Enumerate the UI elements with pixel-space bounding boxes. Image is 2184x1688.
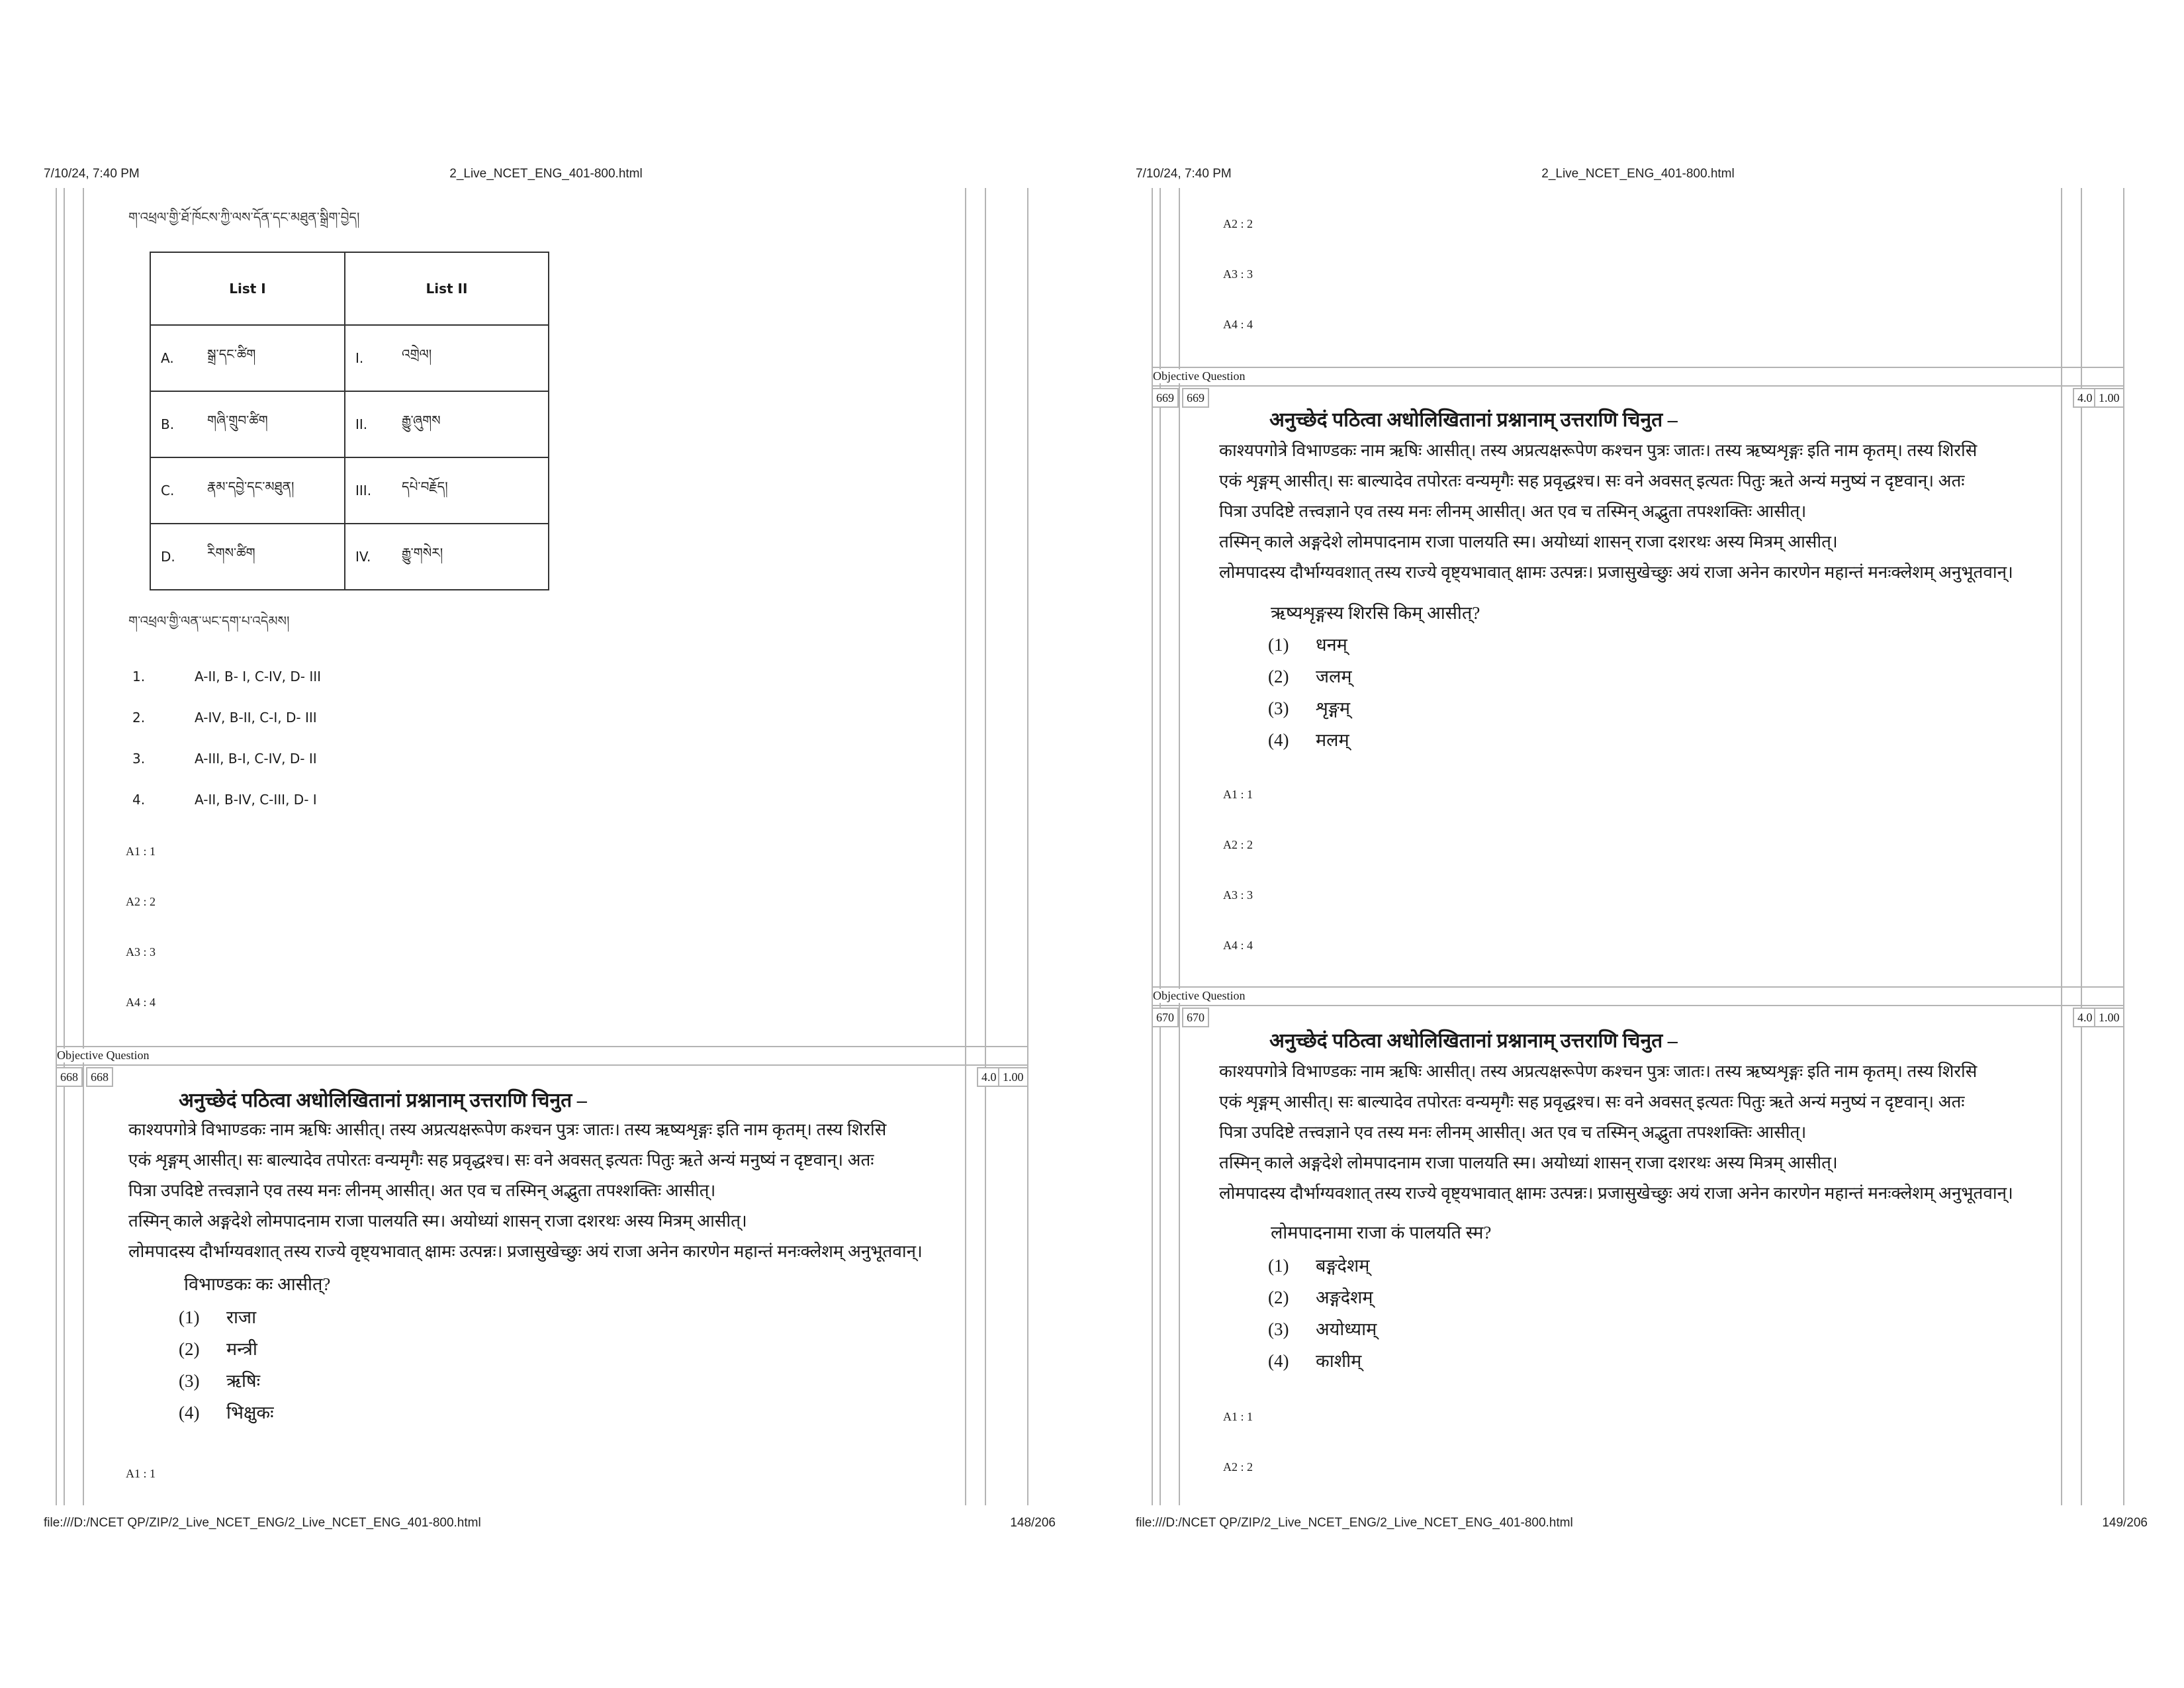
- question-marks: 4.0: [2073, 1008, 2097, 1027]
- option-2: (2) अङ्गदेशम्: [1268, 1288, 1373, 1307]
- row-divider: [1152, 385, 2124, 387]
- option-1: (1) राजा: [179, 1307, 257, 1327]
- table-row: D. རིགས་ཚིག IV. རྒྱུ་གསེར།: [150, 524, 549, 590]
- answer-3: A3 : 3: [1223, 888, 1253, 902]
- question-sl-number: 668: [56, 1067, 83, 1087]
- print-datetime: 7/10/24, 7:40 PM: [1136, 167, 1232, 181]
- question-negative-marks: 1.00: [2094, 1008, 2124, 1027]
- page-number: 148/206: [1010, 1516, 1056, 1530]
- passage-instruction: अनुच्छेदं पठित्वा अधोलिखितानां प्रश्नानाम् उत्तराणि चिनुत –: [1269, 1030, 1678, 1052]
- question-type-label: Objective Question: [1153, 369, 1248, 383]
- question-id: 670: [1182, 1008, 1209, 1027]
- question-marks: 4.0: [2073, 388, 2097, 408]
- option-2: 2. A-IV, B-II, C-I, D- III: [132, 710, 317, 726]
- answer-1: A1 : 1: [1223, 788, 1253, 801]
- option-1: (1) बङ्गदेशम्: [1268, 1256, 1370, 1276]
- option-3: 3. A-III, B-I, C-IV, D- II: [132, 751, 317, 767]
- question-type-label: Objective Question: [57, 1049, 152, 1062]
- list-ii-header: List II: [345, 252, 549, 325]
- question-text: विभाण्डकः कः आसीत्?: [184, 1274, 331, 1294]
- table-border: [64, 188, 65, 1505]
- question-id: 668: [86, 1067, 113, 1087]
- passage: काश्यपगोत्रे विभाण्डकः नाम ऋषिः आसीत्। तस्य अप्रत्यक्षरूपेण कश्चन पुत्रः जातः। तस्य ऋष्यशृङ्गः इति नाम कृतम्। तस्य शिरसि एकं शृङ्गम् आसीत्। सः बाल्यादेव तपोरतः वन्यमृगैः सह प्रवृद्धश्च। सः वने अवसत् इत्यतः पितुः ऋते अन्यं मनुष्यं न दृष्टवान्। अतः पित्रा उपदिष्टे तत्त्वज्ञाने एव तस्य मनः लीनम् आसीत्। अत एव च तस्मिन् अद्भुता तपश्शक्तिः आसीत्। तस्मिन् काले अङ्गदेशे लोमपादनाम राजा पालयति स्म। अयोध्यां शासन् राजा दशरथः अस्य मित्रम् आसीत्। लोमपादस्य दौर्भाग्यवशात् तस्य राज्ये वृष्ट्यभावात् क्षामः उत्पन्नः। प्रजासुखेच्छुः अयं राजा अनेन कारणेन महान्तं मनःक्लेशम् अनुभूतवान्।: [128, 1120, 923, 1261]
- row-divider: [56, 1046, 1028, 1047]
- question-sl-number: 669: [1152, 388, 1179, 408]
- question-negative-marks: 1.00: [998, 1067, 1028, 1087]
- row-divider: [1152, 1005, 2124, 1006]
- passage: काश्यपगोत्रे विभाण्डकः नाम ऋषिः आसीत्। तस्य अप्रत्यक्षरूपेण कश्चन पुत्रः जातः। तस्य ऋष्यशृङ्गः इति नाम कृतम्। तस्य शिरसि एकं शृङ्गम् आसीत्। सः बाल्यादेव तपोरतः वन्यमृगैः सह प्रवृद्धश्च। सः वने अवसत् इत्यतः पितुः ऋते अन्यं मनुष्यं न दृष्टवान्। अतः पित्रा उपदिष्टे तत्त्वज्ञाने एव तस्य मनः लीनम् आसीत्। अत एव च तस्मिन् अद्भुता तपश्शक्तिः आसीत्। तस्मिन् काले अङ्गदेशे लोमपादनाम राजा पालयति स्म। अयोध्यां शासन् राजा दशरथः अस्य मित्रम् आसीत्। लोमपादस्य दौर्भाग्यवशात् तस्य राज्ये वृष्ट्यभावात् क्षामः उत्पन्नः। प्रजासुखेच्छुः अयं राजा अनेन कारणेन महान्तं मनःक्लेशम् अनुभूतवान्।: [1219, 1062, 2013, 1203]
- tibetan-prompt-2: ག་འཕྲལ་གྱི་ལན་ཡང་དག་པ་འདེམས།: [128, 614, 290, 629]
- table-row: C. རྣམ་དབྱེ་དང་མཐུན། III. དཔེ་བརྗོད།: [150, 457, 549, 524]
- answer-1: A1 : 1: [126, 1467, 156, 1480]
- table-border: [965, 188, 966, 1505]
- page-number: 149/206: [2102, 1516, 2148, 1530]
- file-path: file:///D:/NCET QP/ZIP/2_Live_NCET_ENG/2_Live_NCET_ENG_401-800.html: [1136, 1516, 1573, 1530]
- answer-1: A1 : 1: [126, 845, 156, 858]
- print-title: 2_Live_NCET_ENG_401-800.html: [1541, 167, 1735, 181]
- match-list-table: [150, 252, 549, 590]
- option-1: (1) धनम्: [1268, 635, 1347, 655]
- question-marks: 4.0: [977, 1067, 1001, 1087]
- row-divider: [1152, 367, 2124, 368]
- option-3: (3) ऋषिः: [179, 1371, 261, 1391]
- option-4: (4) मलम्: [1268, 730, 1349, 750]
- question-table: [56, 188, 1035, 1505]
- answer-2: A2 : 2: [126, 895, 156, 908]
- question-negative-marks: 1.00: [2094, 388, 2124, 408]
- passage: काश्यपगोत्रे विभाण्डकः नाम ऋषिः आसीत्। तस्य अप्रत्यक्षरूपेण कश्चन पुत्रः जातः। तस्य ऋष्यशृङ्गः इति नाम कृतम्। तस्य शिरसि एकं शृङ्गम् आसीत्। सः बाल्यादेव तपोरतः वन्यमृगैः सह प्रवृद्धश्च। सः वने अवसत् इत्यतः पितुः ऋते अन्यं मनुष्यं न दृष्टवान्। अतः पित्रा उपदिष्टे तत्त्वज्ञाने एव तस्य मनः लीनम् आसीत्। अत एव च तस्मिन् अद्भुता तपश्शक्तिः आसीत्। तस्मिन् काले अङ्गदेशे लोमपादनाम राजा पालयति स्म। अयोध्यां शासन् राजा दशरथः अस्य मित्रम् आसीत्। लोमपादस्य दौर्भाग्यवशात् तस्य राज्ये वृष्ट्यभावात् क्षामः उत्पन्नः। प्रजासुखेच्छुः अयं राजा अनेन कारणेन महान्तं मनःक्लेशम् अनुभूतवान्।: [1219, 441, 2013, 582]
- tibetan-prompt: ག་འཕྲལ་གྱི་ཐོ་ཁོངས་ཀྱི་ལས་དོན་དང་མཐུན་སྒྲིག་བྱེད།: [128, 211, 360, 225]
- answer-2: A2 : 2: [1223, 838, 1253, 851]
- passage-instruction: अनुच्छेदं पठित्वा अधोलिखितानां प्रश्नानाम् उत्तराणि चिनुत –: [1269, 409, 1678, 431]
- question-type-label: Objective Question: [1153, 989, 1248, 1003]
- row-divider: [56, 1064, 1028, 1066]
- passage-instruction: अनुच्छेदं पठित्वा अधोलिखितानां प्रश्नानाम् उत्तराणि चिनुत –: [179, 1090, 587, 1111]
- question-table: [1152, 188, 2131, 1505]
- question-text: ऋष्यशृङ्गस्य शिरसि किम् आसीत्?: [1271, 603, 1480, 623]
- option-4: 4. A-II, B-IV, C-III, D- I: [132, 792, 317, 808]
- option-3: (3) अयोध्याम्: [1268, 1319, 1377, 1339]
- answer-4: A4 : 4: [126, 996, 156, 1009]
- table-row: B. གཞི་གྲུབ་ཚིག II. རྒྱུ་ཞུགས: [150, 391, 549, 457]
- question-text: लोमपादनामा राजा कं पालयति स्म?: [1271, 1223, 1492, 1243]
- option-3: (3) शृङ्गम्: [1268, 698, 1351, 718]
- pdf-page-149: [1092, 0, 2184, 1688]
- answer-2: A2 : 2: [1223, 1460, 1253, 1474]
- answer-3: A3 : 3: [126, 945, 156, 959]
- question-id: 669: [1182, 388, 1209, 408]
- print-datetime: 7/10/24, 7:40 PM: [44, 167, 140, 181]
- option-1: 1. A-II, B- I, C-IV, D- III: [132, 669, 322, 684]
- table-border: [56, 188, 57, 1505]
- option-4: (4) भिक्षुकः: [179, 1403, 274, 1423]
- answer-4: A4 : 4: [1223, 939, 1253, 952]
- answer-3: A3 : 3: [1223, 267, 1253, 281]
- row-divider: [1152, 986, 2124, 988]
- list-i-header: List I: [150, 252, 345, 325]
- table-border: [985, 188, 986, 1505]
- answer-1: A1 : 1: [1223, 1410, 1253, 1423]
- table-border: [1027, 188, 1028, 1505]
- question-sl-number: 670: [1152, 1008, 1179, 1027]
- answer-4: A4 : 4: [1223, 318, 1253, 331]
- option-2: (2) जलम्: [1268, 667, 1352, 686]
- print-title: 2_Live_NCET_ENG_401-800.html: [449, 167, 643, 181]
- option-2: (2) मन्त्री: [179, 1339, 257, 1359]
- file-path: file:///D:/NCET QP/ZIP/2_Live_NCET_ENG/2_Live_NCET_ENG_401-800.html: [44, 1516, 481, 1530]
- table-row: A. སྒྲ་དང་ཚིག I. འགྲེལ།: [150, 325, 549, 391]
- answer-2: A2 : 2: [1223, 217, 1253, 230]
- option-4: (4) काशीम्: [1268, 1351, 1362, 1371]
- table-border: [83, 188, 84, 1505]
